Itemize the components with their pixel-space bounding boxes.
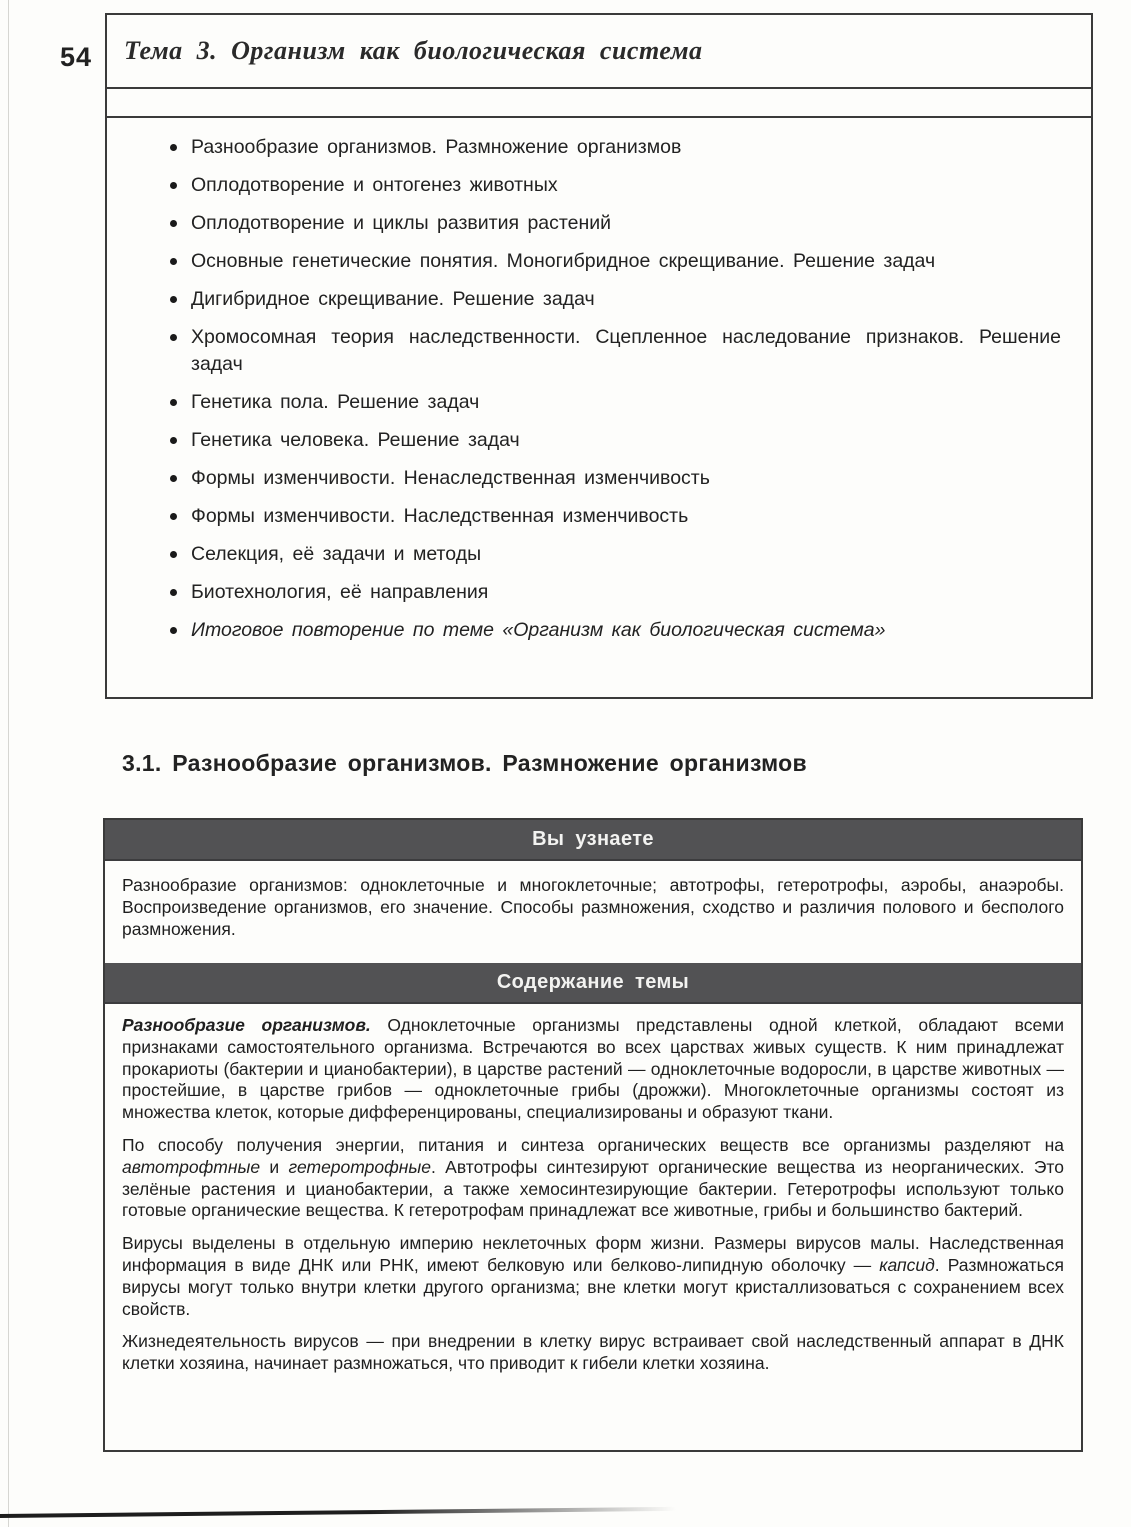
you-will-learn-text: Разнообразие организмов: одноклеточные и многоклеточные; автотрофы, гетеротрофы, аэробы, анаэробы. Воспроизведение организмов, его значение. Способы размножения, сходство и различия полового и бесполого размножения. bbox=[122, 875, 1064, 939]
paragraph-diversity-of-organisms bbox=[122, 1015, 1064, 1124]
topics-list bbox=[107, 118, 1091, 693]
text-segment: Разнообразие организмов. bbox=[122, 1015, 388, 1035]
header-spacer-row bbox=[107, 89, 1091, 118]
you-will-learn-banner: Вы узнаете bbox=[105, 820, 1081, 861]
topic-list-item: Оплодотворение и циклы развития растений bbox=[170, 210, 1061, 237]
paragraph-viruses bbox=[122, 1233, 1064, 1320]
text-segment: и bbox=[260, 1156, 289, 1177]
chapter-title-row bbox=[107, 15, 1091, 89]
page-number: 54 bbox=[60, 42, 93, 72]
text-segment: гетеротрофные bbox=[288, 1156, 431, 1177]
topic-list-item: Основные генетические понятия. Моногибридное скрещивание. Решение задач bbox=[170, 248, 1061, 275]
topic-list-item: Формы изменчивости. Ненаследственная изменчивость bbox=[170, 465, 1061, 492]
page-edge-line bbox=[8, 0, 9, 1527]
text-segment: . Размножаться вирусы могут только внутри клетки другого организма; вне клетки могут кристаллизоваться с сохранением всех свойств. bbox=[122, 1254, 1064, 1319]
text-segment: Вирусы выделены в отдельную империю неклеточных форм жизни. Размеры вирусов малы. Наследственная информация в виде ДНК или РНК, имеют белковую или белково-липидную оболочку — bbox=[122, 1233, 1064, 1275]
text-segment: автотрофтные bbox=[122, 1156, 261, 1177]
topic-list-item: Итоговое повторение по теме «Организм как биологическая система» bbox=[170, 617, 1061, 644]
topic-contents-paragraphs bbox=[105, 1004, 1081, 1375]
topic-list-item: Хромосомная теория наследственности. Сцепленное наследование признаков. Решение задач bbox=[170, 324, 1061, 378]
topic-list-item: Селекция, её задачи и методы bbox=[170, 541, 1061, 568]
paragraph-virus-life-activity bbox=[122, 1331, 1064, 1375]
topic-list-item: Генетика человека. Решение задач bbox=[170, 427, 1061, 454]
text-segment: Жизнедеятельность вирусов — при внедрении в клетку вирус встраивает свой наследственный аппарат в ДНК клетки хозяина, начинает размножаться, что приводит к гибели клетки хозяина. bbox=[122, 1331, 1064, 1374]
topic-list-item: Разнообразие организмов. Размножение организмов bbox=[170, 134, 1061, 161]
text-segment: По способу получения энергии, питания и синтеза органических веществ все организмы разделяют на bbox=[122, 1134, 1064, 1155]
next-box-cut-off-line bbox=[0, 1507, 676, 1518]
chapter-title: Тема 3. Организм как биологическая система bbox=[124, 36, 703, 65]
text-segment: Одноклеточные организмы представлены одной клеткой, обладают всеми признаками самостоятельного организма. Встречаются во всех царствах живых существ. К ним принадлежат прокариоты (бактерии и цианобактерии), в царстве растений — одноклеточные водоросли, в царстве животных — простейшие, в царстве грибов — одноклеточные грибы (дрожжи). Многоклеточные организмы состоят из множества клеток, которые дифференцированы, специализированы и образуют ткани. bbox=[122, 1015, 1064, 1123]
text-segment: капсид bbox=[879, 1254, 935, 1275]
topic-list-item: Дигибридное скрещивание. Решение задач bbox=[170, 286, 1061, 313]
text-segment: . Автотрофы синтезируют органические вещества из неорганических. Это зелёные растения и цианобактерии, а также хемосинтезирующие бактерии. Гетеротрофы используют только готовые органические вещества. К гетеротрофам принадлежат все животные, грибы и большинство бактерий. bbox=[122, 1156, 1064, 1221]
chapter-header-and-topics-box bbox=[105, 13, 1093, 699]
topic-contents-banner: Содержание темы bbox=[105, 963, 1081, 1004]
topic-list-item: Формы изменчивости. Наследственная изменчивость bbox=[170, 503, 1061, 530]
paragraph-autotrophs-heterotrophs bbox=[122, 1135, 1064, 1222]
topic-list-item: Биотехнология, её направления bbox=[170, 579, 1061, 606]
topic-list-item: Генетика пола. Решение задач bbox=[170, 389, 1061, 416]
section-heading: 3.1. Разнообразие организмов. Размножение организмов bbox=[122, 750, 807, 776]
topic-list-item: Оплодотворение и онтогенез животных bbox=[170, 172, 1061, 199]
lesson-content-box bbox=[103, 818, 1083, 1452]
